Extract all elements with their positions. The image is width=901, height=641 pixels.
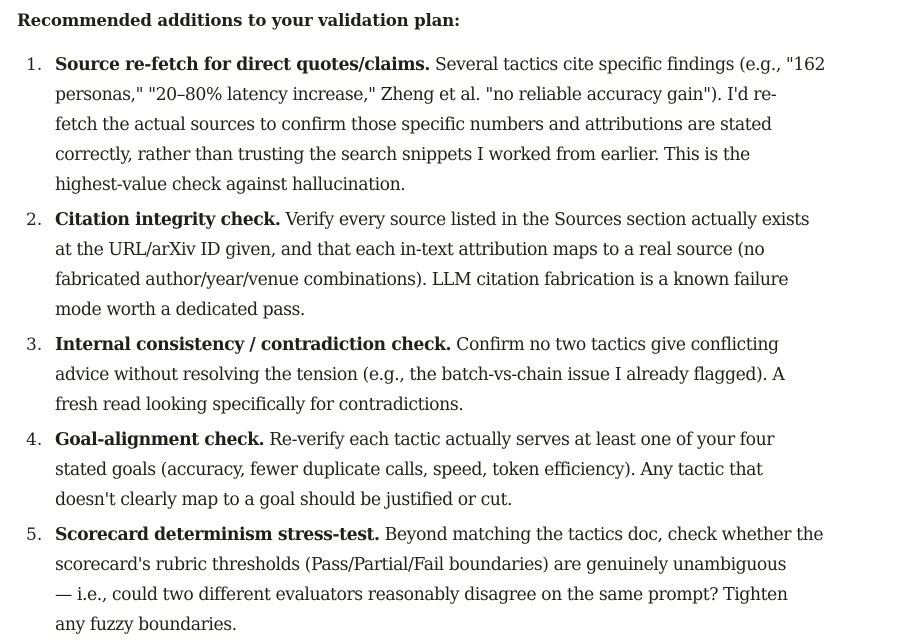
- list-item-number: 3.: [26, 335, 43, 355]
- list-item-line: fresh read looking specifically for contradictions.: [55, 395, 464, 415]
- list-item-line: any fuzzy boundaries.: [55, 615, 237, 635]
- list-item-number: 5.: [26, 525, 43, 545]
- list-item-line: scorecard's rubric thresholds (Pass/Partial/Fail boundaries) are genuinely unambiguous: [55, 555, 786, 575]
- list-item-line: — i.e., could two different evaluators reasonably disagree on the same prompt? Tighten: [55, 585, 788, 605]
- list-item-title: Citation integrity check.: [55, 210, 281, 230]
- list-item-line: [55, 520, 823, 550]
- list-item-line: [55, 205, 809, 235]
- list-item-line: doesn't clearly map to a goal should be justified or cut.: [55, 490, 513, 510]
- list-item-line: fetch the actual sources to confirm those specific numbers and attributions are stated: [55, 115, 772, 135]
- list-item-number: 4.: [26, 430, 43, 450]
- list-item-number: 1.: [26, 55, 43, 75]
- list-item-text: Several tactics cite specific findings (e.g., "162: [429, 55, 826, 75]
- list-item-line: highest-value check against hallucination.: [55, 175, 406, 195]
- list-item-line: personas," "20–80% latency increase," Zheng et al. "no reliable accuracy gain"). I'd re-: [55, 85, 777, 105]
- list-item-line: [55, 50, 825, 80]
- list-item-text: Confirm no two tactics give conflicting: [451, 335, 779, 355]
- list-item-title: Goal-alignment check.: [55, 430, 265, 450]
- list-item-line: [55, 330, 779, 360]
- list-item-title: Scorecard determinism stress-test.: [55, 525, 380, 545]
- list-item-text: Re-verify each tactic actually serves at least one of your four: [264, 430, 775, 450]
- list-item-line: stated goals (accuracy, fewer duplicate calls, speed, token efficiency). Any tactic that: [55, 460, 763, 480]
- list-item-line: [55, 425, 774, 455]
- section-heading: Recommended additions to your validation plan:: [17, 10, 460, 30]
- list-item-line: correctly, rather than trusting the search snippets I worked from earlier. This is the: [55, 145, 750, 165]
- list-item-title: Source re-fetch for direct quotes/claims.: [55, 55, 430, 75]
- list-item-line: mode worth a dedicated pass.: [55, 300, 305, 320]
- list-item-line: fabricated author/year/venue combinations). LLM citation fabrication is a known failure: [55, 270, 789, 290]
- list-item-number: 2.: [26, 210, 43, 230]
- list-item-title: Internal consistency / contradiction check.: [55, 335, 452, 355]
- list-item-line: at the URL/arXiv ID given, and that each in-text attribution maps to a real source (no: [55, 240, 765, 260]
- list-item-text: Beyond matching the tactics doc, check whether the: [379, 525, 824, 545]
- list-item-line: advice without resolving the tension (e.g., the batch-vs-chain issue I already flagged). A: [55, 365, 785, 385]
- list-item-text: Verify every source listed in the Sources section actually exists: [280, 210, 810, 230]
